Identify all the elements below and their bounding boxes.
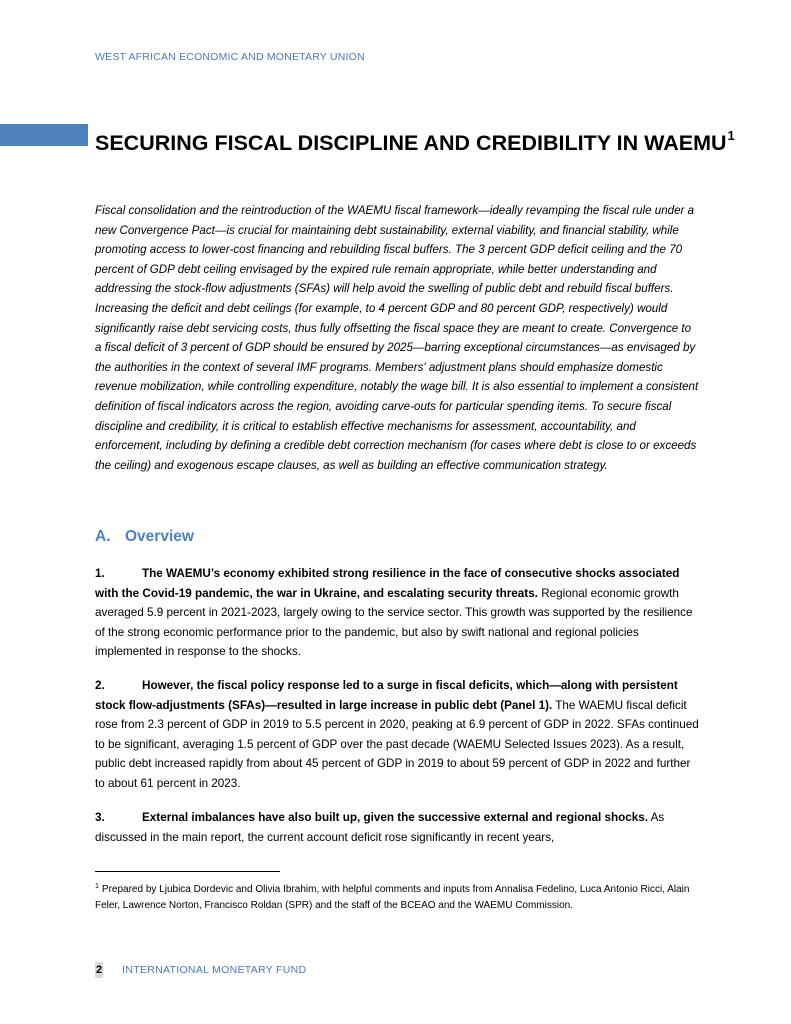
footnote-text: Prepared by Ljubica Dordevic and Olivia Ibrahim, with helpful comments and inputs from Annalisa Fedelino, Luca Antonio Ricci, Alain Feler, Lawrence Norton, Francisco Roldan (SPR) and the staff of the BCEAO and the WAEMU Commission. (95, 884, 690, 911)
page-title (95, 120, 735, 159)
paragraph-1 (95, 564, 701, 662)
page-number: 2 (96, 964, 103, 976)
section-title: Overview (125, 528, 194, 545)
footnote-divider (95, 871, 280, 872)
paragraph-body: As discussed in the main report, the current account deficit rose significantly in recent years, (95, 811, 665, 844)
title-footnote-ref[interactable]: 1 (727, 128, 735, 143)
section-heading (95, 528, 194, 546)
footer-label: INTERNATIONAL MONETARY FUND (122, 964, 307, 976)
paragraph-lead: The WAEMU’s economy exhibited strong resilience in the face of consecutive shocks associated with the Covid-19 pandemic, the war in Ukraine, and escalating security threats. (95, 567, 680, 600)
running-header: WEST AFRICAN ECONOMIC AND MONETARY UNION (95, 51, 365, 63)
paragraph-lead: External imbalances have also built up, given the successive external and regional shocks. (142, 811, 649, 824)
page-title-text: SECURING FISCAL DISCIPLINE AND CREDIBILITY IN WAEMU (95, 131, 727, 155)
section-letter: A. (95, 528, 111, 545)
paragraph-lead: However, the fiscal policy response led to a surge in fiscal deficits, which—along with persistent stock flow-adjustments (SFAs)—resulted in large increase in public debt (Panel 1). (95, 679, 678, 712)
title-accent-bar (0, 124, 88, 146)
paragraph-number: 1. (95, 567, 105, 580)
paragraph-body: The WAEMU fiscal deficit rose from 2.3 percent of GDP in 2019 to 5.5 percent in 2020, peaking at 6.9 percent of GDP in 2022. SFAs continued to be significant, averaging 1.5 percent of GDP over the past decade (WAEMU Selected Issues 2023). As a result, public debt increased rapidly from about 45 percent of GDP in 2019 to about 59 percent of GDP in 2022 and further to about 61 percent in 2023. (95, 698, 699, 790)
footnote (95, 879, 695, 913)
paragraph-3 (95, 808, 701, 847)
paragraph-number: 3. (95, 811, 105, 824)
paragraph-2 (95, 676, 701, 793)
footnote-marker: 1 (95, 883, 99, 890)
abstract: Fiscal consolidation and the reintroduction of the WAEMU fiscal framework—ideally revamping the fiscal rule under a new Convergence Pact—is crucial for maintaining debt sustainability, external viability, and financial stability, while promoting access to lower-cost financing and rebuilding fiscal buffers. The 3 percent GDP deficit ceiling and the 70 percent of GDP debt ceiling envisaged by the expired rule remain appropriate, while better understanding and addressing the stock-flow adjustments (SFAs) will help avoid the swelling of public debt and rebuild fiscal buffers. Increasing the deficit and debt ceilings (for example, to 4 percent GDP and 80 percent GDP, respectively) would significantly raise debt servicing costs, thus fully offsetting the fiscal space they are meant to create. Convergence to a fiscal deficit of 3 percent of GDP should be ensured by 2025—barring exceptional circumstances—as envisaged by the authorities in the context of several IMF programs. Members' adjustment plans should emphasize domestic revenue mobilization, while controlling expenditure, notably the wage bill. It is also essential to implement a consistent definition of fiscal indicators across the region, avoiding carve-outs for particular spending items. To secure fiscal discipline and credibility, it is critical to establish effective mechanisms for assessment, accountability, and enforcement, including by defining a credible debt correction mechanism (for cases where debt is close to or exceeds the ceiling) and exogenous escape clauses, as well as building an effective communication strategy. (95, 204, 699, 472)
page-footer (95, 961, 306, 979)
paragraph-number: 2. (95, 679, 105, 692)
paragraph-body: Regional economic growth averaged 5.9 percent in 2021-2023, largely owing to the service sector. This growth was supported by the resilience of the strong economic performance prior to the pandemic, but also by swift national and regional policies implemented in response to the shocks. (95, 586, 693, 658)
